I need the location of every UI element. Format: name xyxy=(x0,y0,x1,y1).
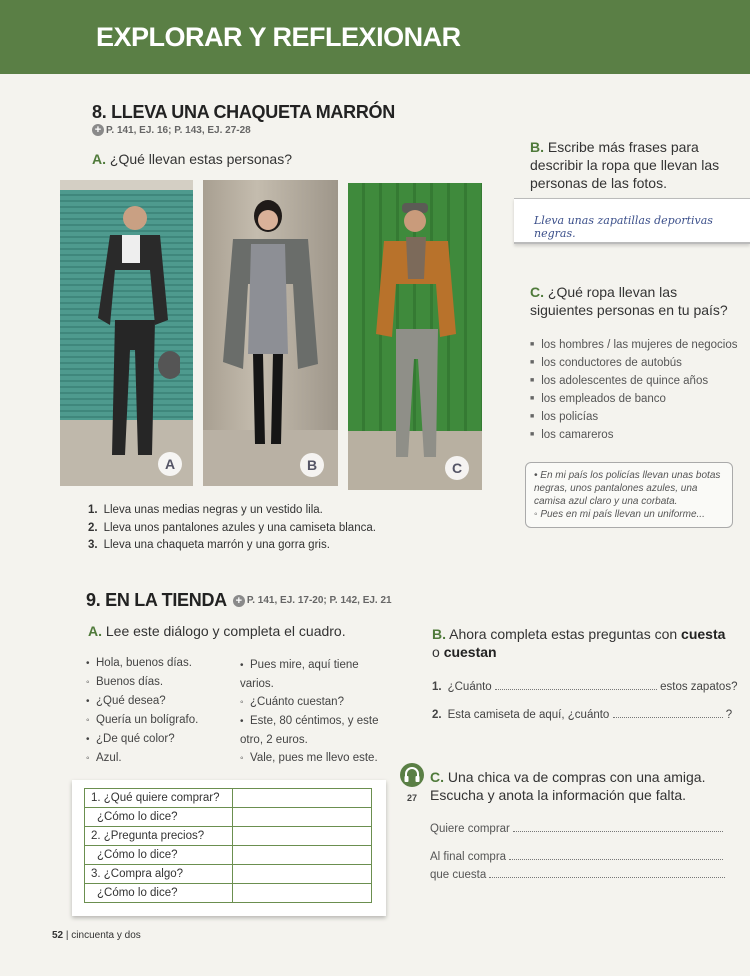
section-8-title: 8. LLEVA UNA CHAQUETA MARRÓN xyxy=(92,102,395,122)
dialog-line: • Pues mire, aquí tiene varios. xyxy=(240,659,359,690)
blank-field[interactable] xyxy=(613,708,723,718)
dialog-line: • ¿De qué color? xyxy=(86,733,175,745)
answer-cell[interactable] xyxy=(233,827,372,846)
dialog-line: • Hola, buenos días. xyxy=(86,657,192,669)
person-b-figure xyxy=(213,194,328,474)
audio-track[interactable] xyxy=(398,762,426,803)
plus-icon: + xyxy=(92,124,104,136)
listen-line-2: Al final compra xyxy=(430,850,723,863)
speech-bubble: • En mi país los policías llevan unas botas negras, unos pantalones azules, una camisa azul claro y una corbata. ◦ Pues en mi país llevan un uniforme... xyxy=(525,462,733,528)
section-8b-instruction: B. Escribe más frases para describir la ropa que llevan las personas de las fotos. xyxy=(530,139,720,191)
answer-cell[interactable] xyxy=(233,789,372,808)
table-row: ¿Cómo lo dice? xyxy=(85,884,372,903)
dialog-line: ◦ ¿Cuánto cuestan? xyxy=(240,696,344,708)
dialog-line: ◦ Vale, pues me llevo este. xyxy=(240,752,378,764)
section-9-header xyxy=(86,590,392,611)
dialog-line: • Este, 80 céntimos, y este otro, 2 euros. xyxy=(240,715,379,746)
plus-icon: + xyxy=(233,595,245,607)
table-row: 3. ¿Compra algo? xyxy=(85,865,372,884)
person-a-figure xyxy=(80,200,180,480)
table-row: ¿Cómo lo dice? xyxy=(85,808,372,827)
photo-a xyxy=(60,180,193,486)
list-item: ■ los camareros xyxy=(530,426,737,444)
answer-cell[interactable] xyxy=(233,884,372,903)
dialog-line: ◦ Azul. xyxy=(86,752,122,764)
photo-b-badge: B xyxy=(300,453,324,477)
table-row: 2. ¿Pregunta precios? xyxy=(85,827,372,846)
section-8-ref: + P. 141, EJ. 16; P. 143, EJ. 27-28 xyxy=(92,124,251,136)
dialog-left xyxy=(86,654,226,768)
answer-cell[interactable] xyxy=(233,846,372,865)
people-list xyxy=(530,336,737,444)
section-9b-instruction: B. Ahora completa estas preguntas con cuesta o cuestan xyxy=(432,626,726,660)
section-9-ref: + P. 141, EJ. 17-20; P. 142, EJ. 21 xyxy=(233,595,392,607)
list-item: 1. Lleva unas medias negras y un vestido lila. xyxy=(88,504,323,516)
page-footer: 52 | cincuenta y dos xyxy=(52,930,141,941)
table-row: 1. ¿Qué quiere comprar? xyxy=(85,789,372,808)
dialog-line: ◦ Buenos días. xyxy=(86,676,164,688)
answer-table xyxy=(84,788,372,903)
photo-statements xyxy=(88,502,376,555)
answer-cell[interactable] xyxy=(233,865,372,884)
list-item: 2. Lleva unos pantalones azules y una camiseta blanca. xyxy=(88,521,376,534)
example-card: Lleva unas zapatillas deportivas negras. xyxy=(514,198,750,244)
dialog-right xyxy=(240,656,385,768)
list-item: ■ los policías xyxy=(530,408,737,426)
section-8c-instruction: C. ¿Qué ropa llevan las siguientes personas en tu país? xyxy=(530,284,728,318)
table-row: ¿Cómo lo dice? xyxy=(85,846,372,865)
listen-line-1: Quiere comprar xyxy=(430,822,723,835)
section-9a-instruction: A. Lee este diálogo y completa el cuadro. xyxy=(88,623,346,639)
photo-a-badge: A xyxy=(158,452,182,476)
list-item: ■ los conductores de autobús xyxy=(530,354,737,372)
photo-b xyxy=(203,180,338,486)
photo-c xyxy=(348,183,482,490)
blank-field[interactable] xyxy=(513,822,723,832)
blank-field[interactable] xyxy=(489,868,725,878)
list-item: 3. Lleva una chaqueta marrón y una gorra gris. xyxy=(88,539,330,551)
chapter-banner xyxy=(0,0,750,74)
listen-line-3: que cuesta xyxy=(430,868,725,881)
blank-field[interactable] xyxy=(495,680,657,690)
chapter-title: EXPLORAR Y REFLEXIONAR xyxy=(96,22,461,52)
section-9c-instruction: C. Una chica va de compras con una amiga. Escucha y anota la información que falta. xyxy=(430,769,706,803)
dialog-line: • ¿Qué desea? xyxy=(86,695,166,707)
question-2: 2. Esta camiseta de aquí, ¿cuánto ? xyxy=(432,709,733,721)
section-8a-instruction: A. ¿Qué llevan estas personas? xyxy=(92,151,292,167)
photo-c-badge: C xyxy=(445,456,469,480)
answer-table-card xyxy=(72,780,386,916)
headphones-icon xyxy=(399,762,425,788)
person-c-figure xyxy=(366,199,466,484)
list-item: ■ los hombres / las mujeres de negocios xyxy=(530,336,737,354)
page-number: 52 xyxy=(52,930,64,941)
dialog-line: ◦ Quería un bolígrafo. xyxy=(86,714,199,726)
section-9-title: 9. EN LA TIENDA xyxy=(86,590,227,610)
list-item: ■ los adolescentes de quince años xyxy=(530,372,737,390)
page-number-words: cincuenta y dos xyxy=(71,930,141,941)
question-1: 1. ¿Cuánto estos zapatos? xyxy=(432,681,738,693)
list-item: ■ los empleados de banco xyxy=(530,390,737,408)
answer-cell[interactable] xyxy=(233,808,372,827)
blank-field[interactable] xyxy=(509,850,723,860)
track-number: 27 xyxy=(406,793,417,803)
